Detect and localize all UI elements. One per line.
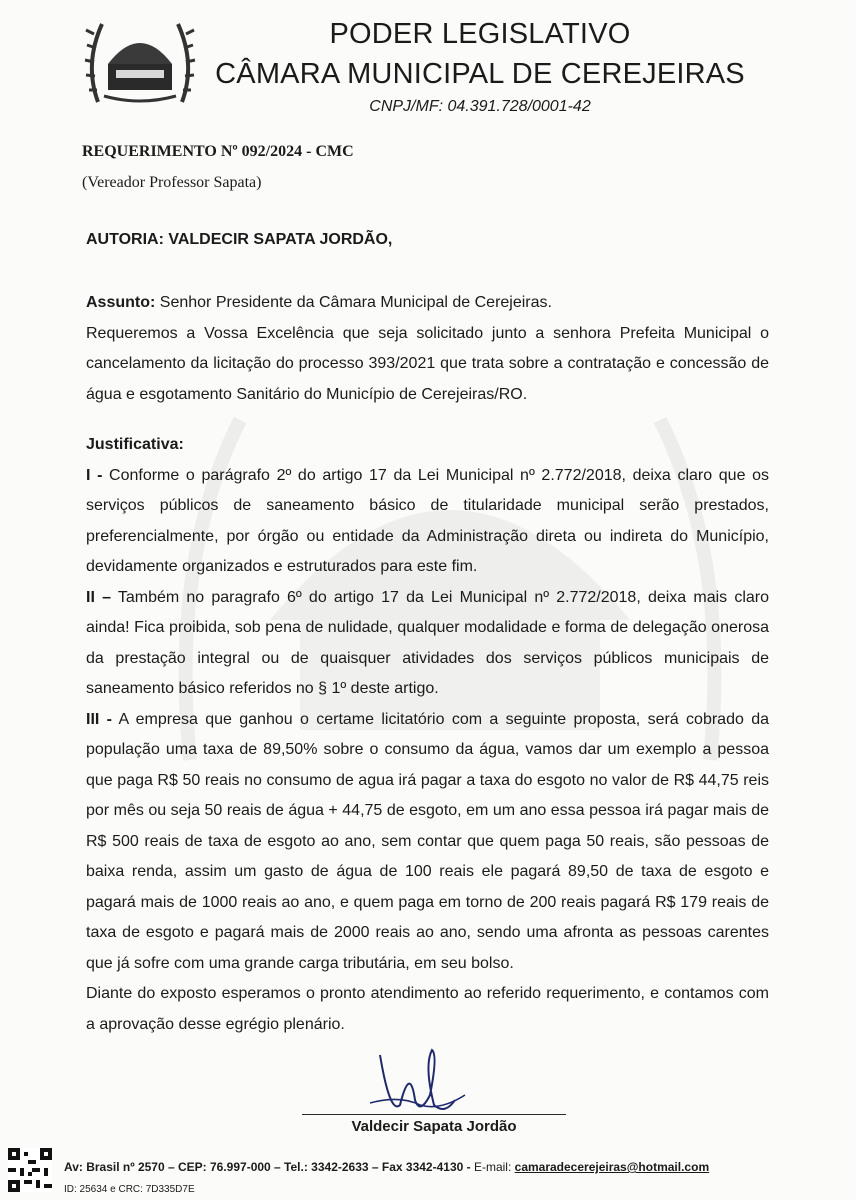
item-2-text: Também no paragrafo 6º do artigo 17 da Lei Municipal nº 2.772/2018, deixa mais claro ainda! Fica proibida, sob pena de nulidade, qualquer modalidade e forma de delegação onerosa da prestação integral ou de quaisquer atividades dos serviços públicos municipais de saneamento básico referidos no § 1º deste artigo. (86, 588, 769, 697)
header-title-line1: PODER LEGISLATIVO (329, 18, 631, 50)
justificativa-label (86, 430, 769, 461)
footer-email[interactable]: camaradecerejeiras@hotmail.com (514, 1160, 710, 1174)
conclusao-paragraph: Diante do exposto esperamos o pronto atendimento ao referido requerimento, e contamos com a aprovação desse egrégio plenário. (86, 985, 769, 1033)
item-1-num: I - (86, 466, 103, 484)
footer-address-text: Av: Brasil nº 2570 – CEP: 76.997-000 – Tel.: 3342-2633 – Fax 3342-4130 - (64, 1160, 474, 1174)
footer-id: ID: 25634 e CRC: 7D335D7E (64, 1184, 195, 1195)
assunto-label: Assunto: (86, 294, 156, 311)
item-2-num: II – (86, 588, 111, 606)
item-1-text: Conforme o parágrafo 2º do artigo 17 da Lei Municipal nº 2.772/2018, deixa claro que os serviços públicos de saneamento básico de titularidade municipal serão prestados, preferencialmente, por órgão ou entidade da Administração direta ou indireta do Município, devidamente organizados e estruturados para este fim. (86, 466, 769, 575)
header-cnpj: CNPJ/MF: 04.391.728/0001-42 (369, 98, 591, 115)
header-title-line2: CÂMARA MUNICIPAL DE CEREJEIRAS (215, 58, 745, 90)
item-1 (86, 461, 769, 583)
assunto-section (86, 288, 769, 410)
vereador-name: (Vereador Professor Sapata) (82, 174, 262, 191)
item-3-text: A empresa que ganhou o certame licitatório com a seguinte proposta, será cobrado da população uma taxa de 89,50% sobre o consumo da água, vamos dar um exemplo a pessoa que paga R$ 50 reais no consumo de agua irá pagar a taxa do esgoto no valor de R$ 44,75 reis por mês ou seja 50 reais de água + 44,75 de esgoto, em um ano essa pessoa irá pagar mais de R$ 500 reais de taxa de esgoto ao ano, sem contar que quem paga 50 reais, são pessoas de baixa renda, assim um gasto de água de 100 reais ele pagará 89,50 de taxa de esgoto e pagará mais de 1000 reais ao ano, e quem paga em torno de 200 reais pagará R$ 179 reais de taxa de esgoto e pagará mais de 2000 reais ao ano, sendo uma afronta as pessoas carentes que já sofre com uma grande carga tributária, em seu bolso. (86, 710, 770, 972)
item-3-num: III - (86, 710, 113, 728)
municipal-crest-logo (80, 14, 200, 106)
handwritten-signature (360, 1045, 480, 1125)
signature-name: Valdecir Sapata Jordão (351, 1118, 517, 1135)
qr-code-icon (8, 1148, 52, 1192)
item-2 (86, 583, 769, 705)
assunto-line (86, 288, 769, 319)
signature-line (302, 1114, 566, 1115)
footer-address (64, 1160, 709, 1174)
pedido-paragraph: Requeremos a Vossa Excelência que seja solicitado junto a senhora Prefeita Municipal o cancelamento da licitação do processo 393/2021 que trata sobre a contratação e concessão de água e esgotamento Sanitário do Município de Cerejeiras/RO. (86, 324, 769, 403)
footer-email-label: E-mail: (473, 1160, 515, 1174)
justificativa-label-text: Justificativa: (86, 436, 184, 453)
autoria: AUTORIA: VALDECIR SAPATA JORDÃO, (86, 231, 393, 248)
requerimento-number: REQUERIMENTO Nº 092/2024 - CMC (82, 143, 354, 160)
item-3 (86, 705, 769, 980)
justificativa-section (86, 430, 769, 1040)
assunto-text: Senhor Presidente da Câmara Municipal de Cerejeiras. (155, 294, 552, 311)
